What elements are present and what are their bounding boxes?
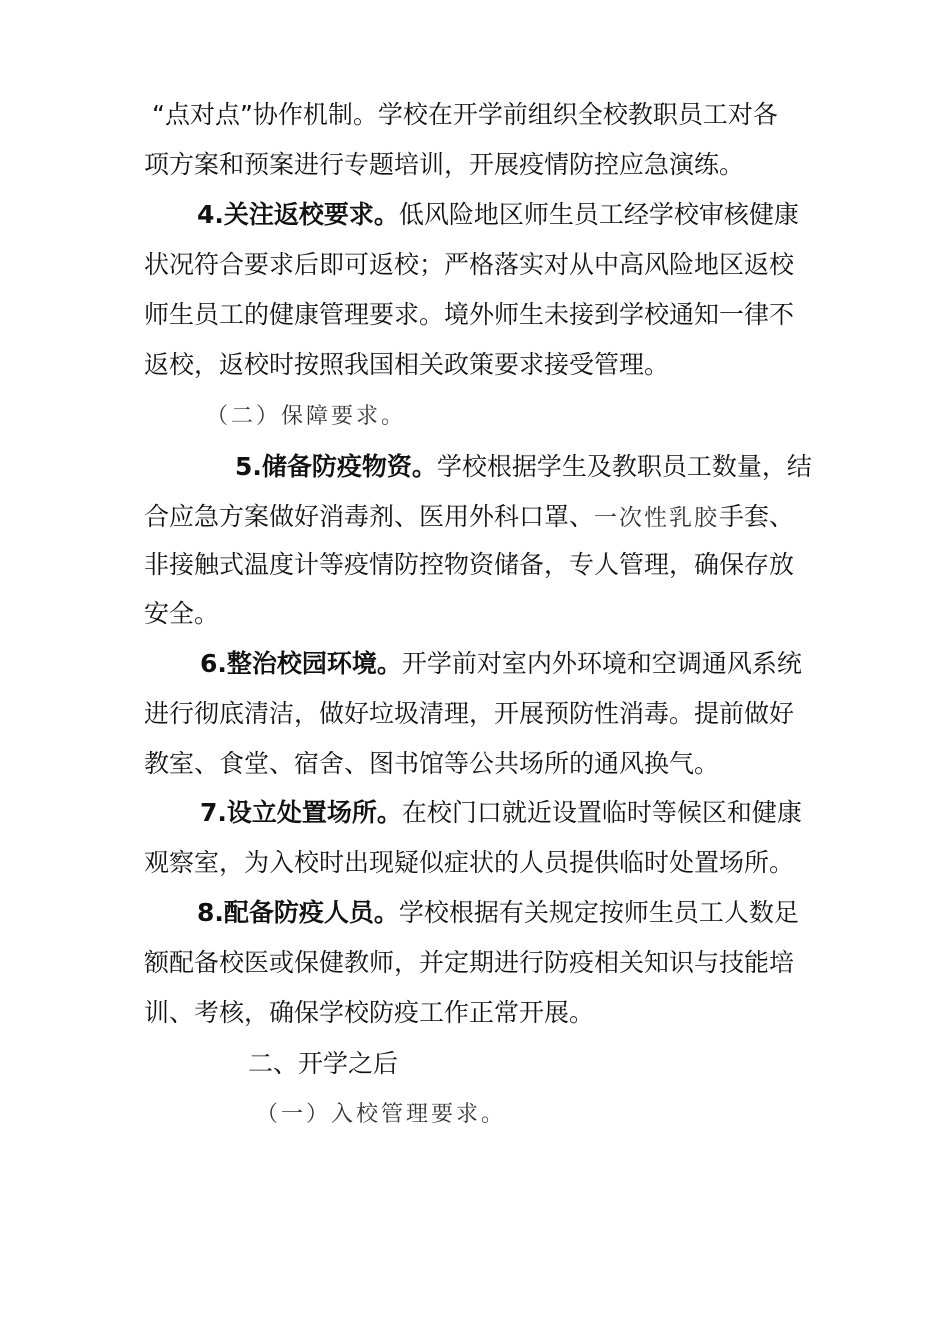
item-heading: 5.储备防疫物资。: [235, 452, 437, 481]
section-item-5: 5.储备防疫物资。学校根据学生及教职员工数量，结: [235, 452, 812, 481]
paragraph-line: 返校，返校时按照我国相关政策要求接受管理。: [144, 350, 670, 379]
paragraph-line: “点对点”协作机制。学校在开学前组织全校教职员工对各: [152, 100, 778, 129]
section-item-4: 4.关注返校要求。低风险地区师生员工经学校审核健康: [197, 200, 799, 229]
subsection-heading: （一）入校管理要求。: [256, 1102, 507, 1127]
paragraph-line: 安全。: [144, 599, 220, 628]
paragraph-line: 额配备校医或保健教师，并定期进行防疫相关知识与技能培: [144, 948, 795, 977]
section-item-6: 6.整治校园环境。开学前对室内外环境和空调通风系统: [200, 649, 802, 678]
paragraph-line: 进行彻底清洁，做好垃圾清理，开展预防性消毒。提前做好: [144, 699, 795, 728]
paragraph-line: 合应急方案做好消毒剂、医用外科口罩、一次性乳胶手套、: [144, 502, 795, 531]
item-heading: 4.关注返校要求。: [197, 200, 399, 229]
paragraph-line: 项方案和预案进行专题培训，开展疫情防控应急演练。: [144, 150, 745, 179]
item-heading: 8.配备防疫人员。: [197, 898, 399, 927]
paragraph-line: 状况符合要求后即可返校；严格落实对从中高风险地区返校: [144, 250, 795, 279]
paragraph-line: 教室、食堂、宿舍、图书馆等公共场所的通风换气。: [144, 749, 720, 778]
subsection-heading: （二）保障要求。: [206, 404, 407, 429]
section-item-7: 7.设立处置场所。在校门口就近设置临时等候区和健康: [200, 798, 802, 827]
item-heading: 7.设立处置场所。: [200, 798, 402, 827]
section-item-8: 8.配备防疫人员。学校根据有关规定按师生员工人数足: [197, 898, 799, 927]
paragraph-line: 师生员工的健康管理要求。境外师生未接到学校通知一律不: [144, 300, 795, 329]
paragraph-line: 观察室，为入校时出现疑似症状的人员提供临时处置场所。: [144, 848, 795, 877]
paragraph-line: 训、考核，确保学校防疫工作正常开展。: [144, 998, 595, 1027]
paragraph-line: 非接触式温度计等疫情防控物资储备，专人管理，确保存放: [144, 550, 795, 579]
section-heading: 二、开学之后: [248, 1049, 399, 1078]
item-heading: 6.整治校园环境。: [200, 649, 402, 678]
